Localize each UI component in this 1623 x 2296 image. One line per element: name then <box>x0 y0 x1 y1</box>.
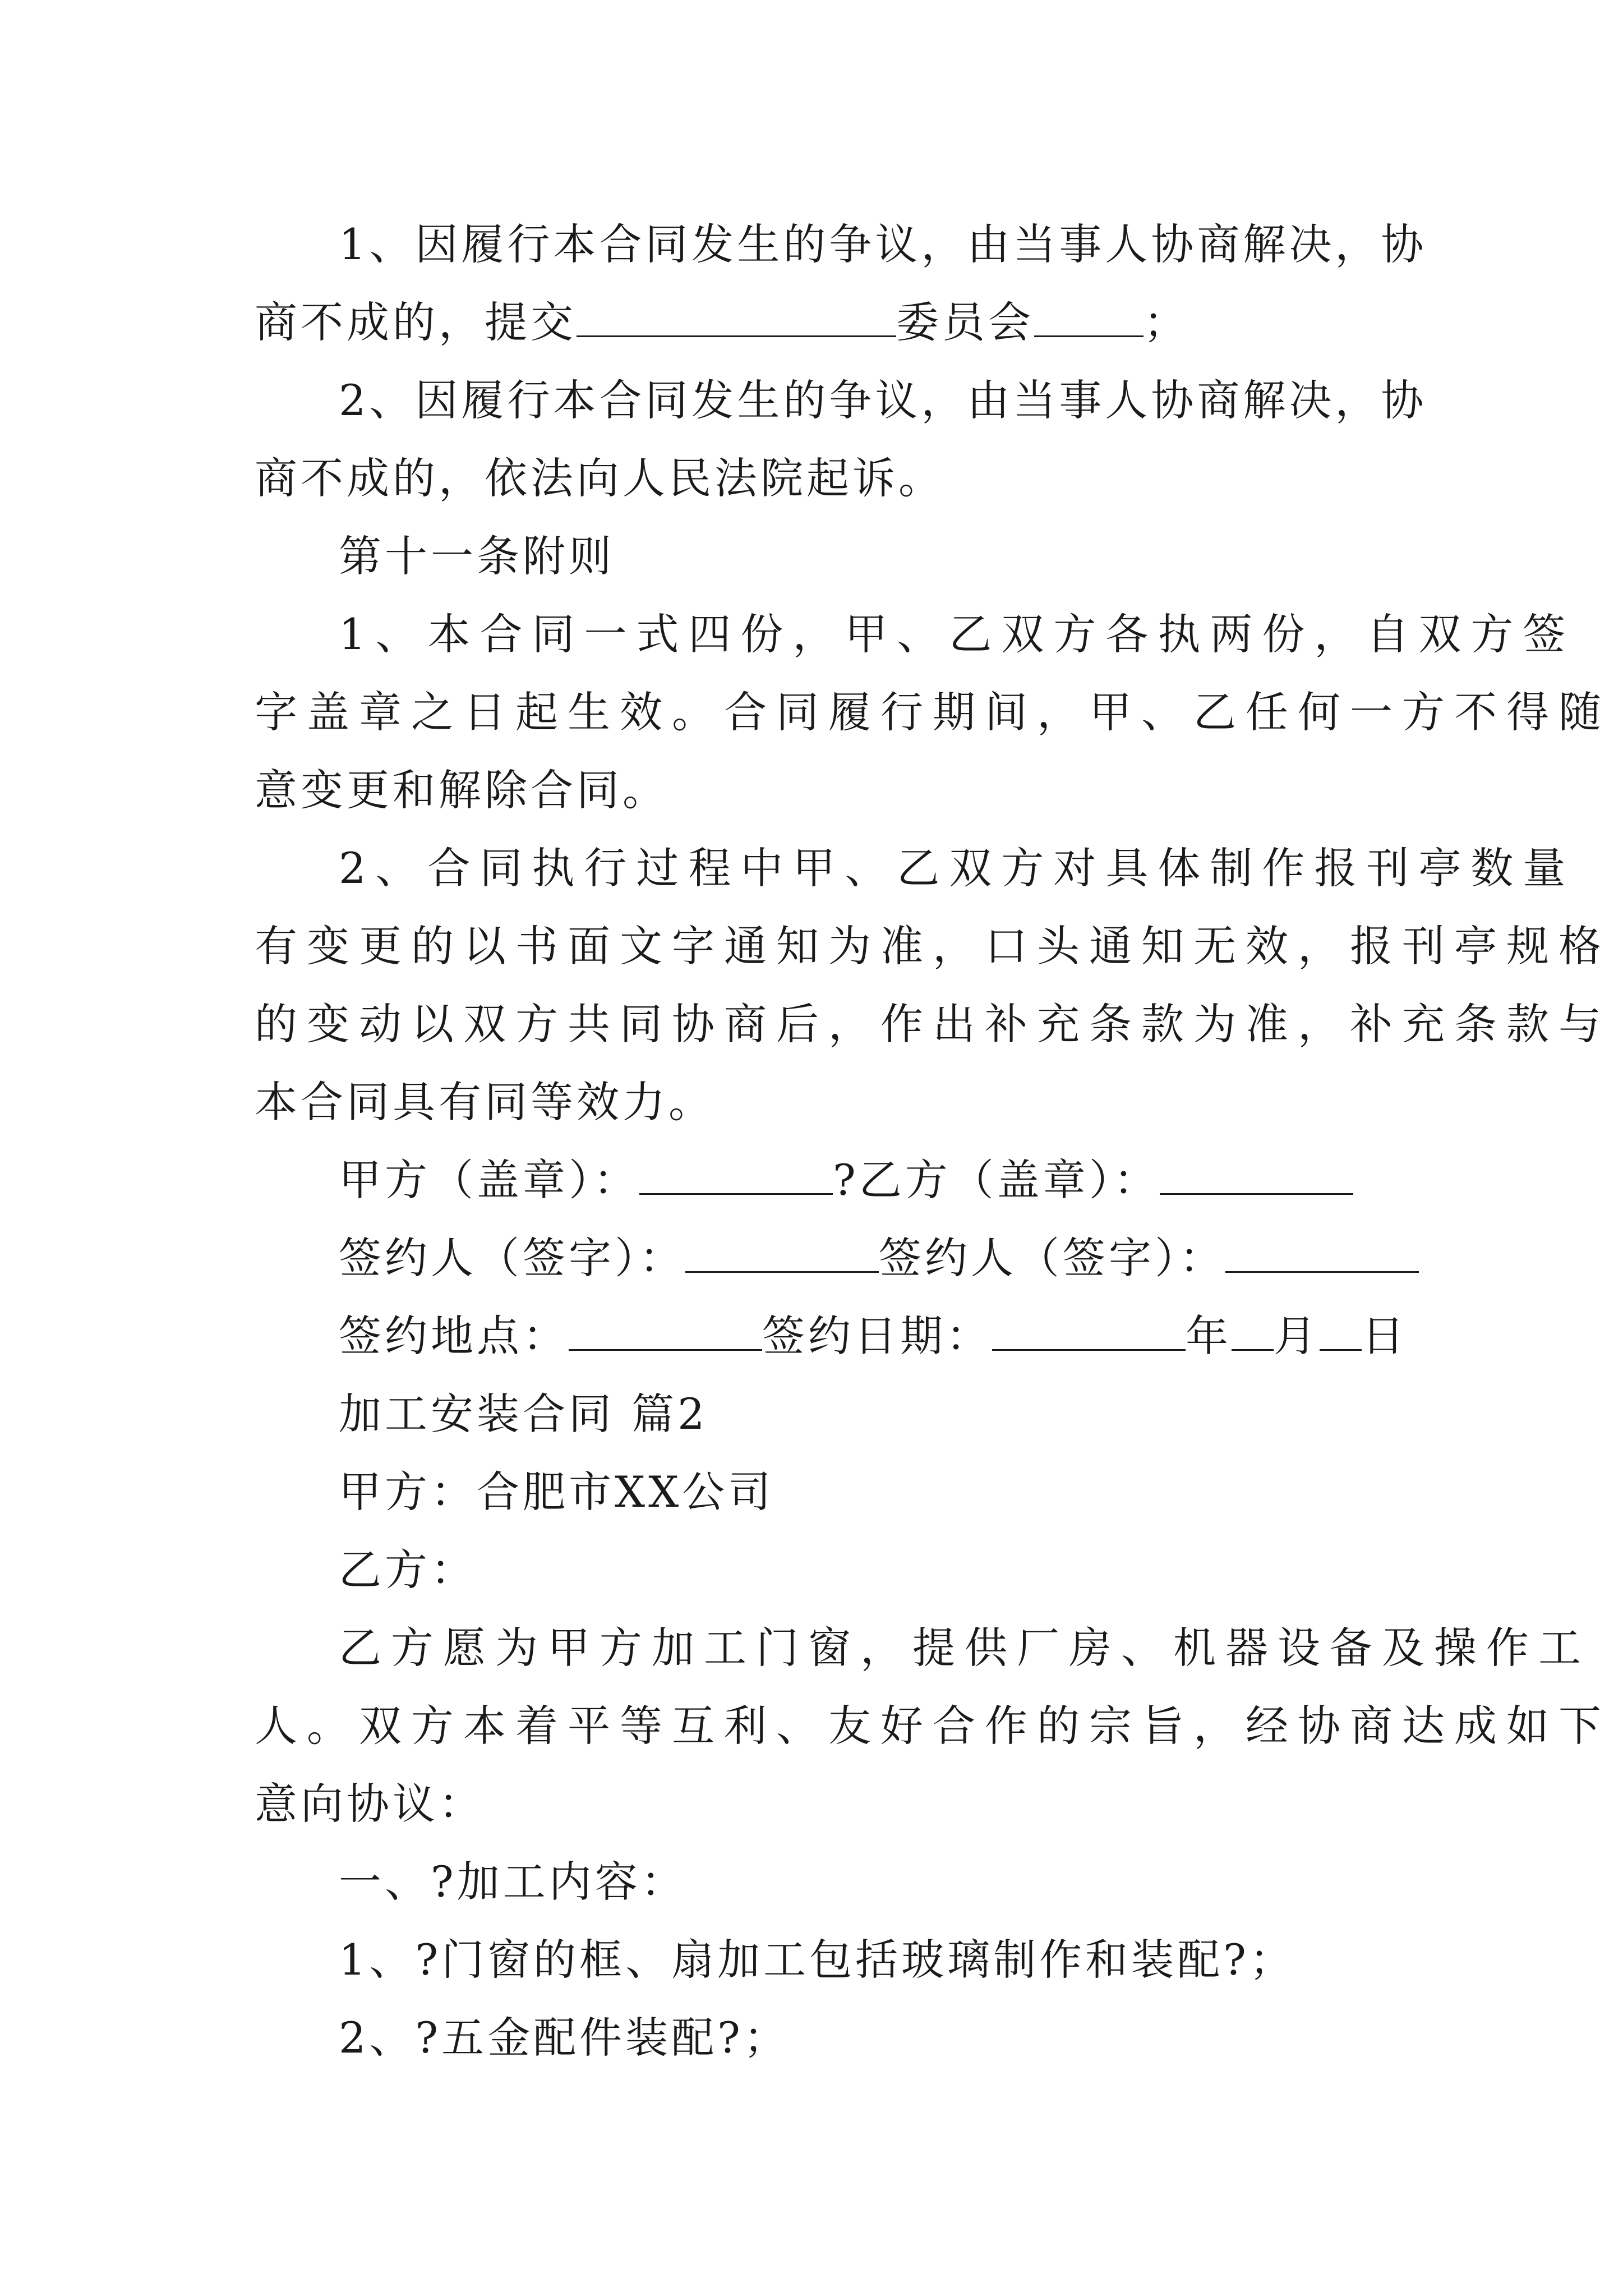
signature-place-date-line <box>339 1308 1408 1364</box>
article-11-clause-2-line-2: 有变更的以书面文字通知为准，口头通知无效，报刊亭规格 <box>255 921 1611 971</box>
month-label: 月 <box>1274 1311 1320 1361</box>
signer-a-label: 签约人（签字）： <box>339 1233 685 1283</box>
intro-line-2: 人。双方本着平等互利、友好合作的宗旨，经协商达成如下 <box>255 1701 1611 1751</box>
dispute-clause-1-line-2 <box>255 295 1189 351</box>
party-a: 甲方：合肥市XX公司 <box>339 1467 774 1517</box>
intro-line-3: 意向协议： <box>255 1779 485 1829</box>
signature-party-line <box>339 1152 1353 1208</box>
party-b-seal-label: ?乙方（盖章）： <box>833 1155 1160 1205</box>
article-11-clause-1-line-2: 字盖章之日起生效。合同履行期间，甲、乙任何一方不得随 <box>255 687 1611 737</box>
sign-place-label: 签约地点： <box>339 1311 569 1361</box>
day-blank <box>1320 1311 1362 1351</box>
signer-b-label: 签约人（签字）： <box>879 1233 1225 1283</box>
day-label: 日 <box>1362 1311 1408 1361</box>
signature-signer-line <box>339 1230 1419 1286</box>
dispute-clause-1-text-c: ； <box>1144 297 1189 347</box>
article-11-clause-1-line-3: 意变更和解除合同。 <box>255 765 668 815</box>
section-1-title: 一、?加工内容： <box>339 1857 687 1907</box>
dispute-clause-2-line-2: 商不成的，依法向人民法院起诉。 <box>255 453 944 503</box>
sign-place-blank <box>569 1311 762 1351</box>
article-11-clause-1-line-1: 1、本合同一式四份，甲、乙双方各执两份，自双方签 <box>339 609 1575 659</box>
dispute-clause-2-line-1: 2、因履行本合同发生的争议，由当事人协商解决，协 <box>339 375 1427 425</box>
dispute-clause-1-text-a: 商不成的，提交 <box>255 297 577 347</box>
signer-b-blank <box>1225 1233 1419 1273</box>
party-a-seal-blank <box>639 1155 833 1195</box>
signer-a-blank <box>685 1233 879 1273</box>
section-1-item-2: 2、?五金配件装配?； <box>339 2013 790 2063</box>
year-label: 年 <box>1186 1311 1232 1361</box>
article-11-title: 第十一条附则 <box>339 531 615 581</box>
intro-line-1: 乙方愿为甲方加工门窗，提供厂房、机器设备及操作工 <box>339 1623 1590 1673</box>
article-11-clause-2-line-1: 2、合同执行过程中甲、乙双方对具体制作报刊亭数量 <box>339 843 1575 893</box>
year-blank <box>992 1311 1186 1351</box>
arbitration-blank <box>1034 297 1144 337</box>
sign-date-label: 签约日期： <box>762 1311 992 1361</box>
month-blank <box>1232 1311 1274 1351</box>
arbitration-committee-blank <box>577 297 896 337</box>
article-11-clause-2-line-3: 的变动以双方共同协商后，作出补充条款为准，补充条款与 <box>255 999 1611 1049</box>
article-11-clause-2-line-4: 本合同具有同等效力。 <box>255 1077 714 1127</box>
contract-2-title: 加工安装合同 篇2 <box>339 1389 708 1439</box>
dispute-clause-1-text-b: 委员会 <box>896 297 1034 347</box>
section-1-item-1: 1、?门窗的框、扇加工包括玻璃制作和装配?； <box>339 1935 1295 1985</box>
party-b: 乙方： <box>339 1545 477 1595</box>
dispute-clause-1-line-1: 1、因履行本合同发生的争议，由当事人协商解决，协 <box>339 219 1427 269</box>
party-a-seal-label: 甲方（盖章）： <box>339 1155 639 1205</box>
party-b-seal-blank <box>1160 1155 1353 1195</box>
